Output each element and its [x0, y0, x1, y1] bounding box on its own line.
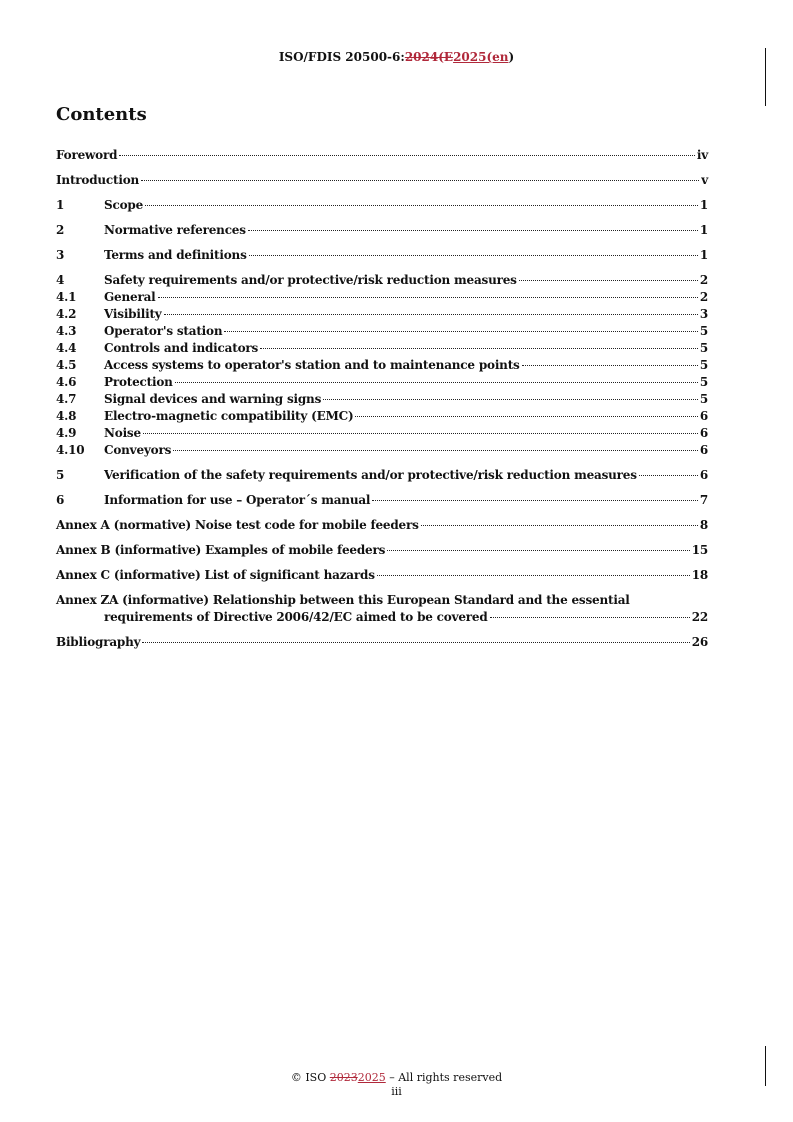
toc-page-number: 6 [699, 468, 708, 482]
toc-label: Terms and definitions [104, 248, 247, 262]
dot-leader [164, 314, 698, 315]
toc-number: 4.6 [56, 375, 77, 389]
toc-label: Annex C (informative) List of significant hazards [56, 568, 375, 582]
toc-entry-general[interactable] [56, 289, 708, 306]
dot-leader [323, 399, 698, 400]
header-deleted-text: 2024(E [404, 50, 454, 64]
toc-page-number: 6 [699, 443, 708, 457]
toc-page-number: 18 [691, 568, 708, 582]
dot-leader [224, 331, 697, 332]
copyright-deleted-year: 2023 [329, 1071, 358, 1084]
toc-label: Scope [104, 198, 144, 212]
toc-number: 4.8 [56, 409, 77, 423]
toc-label: Visibility [104, 307, 162, 321]
toc-label: Controls and indicators [104, 341, 259, 355]
toc-page-number: 6 [699, 409, 708, 423]
toc-entry-bibliography[interactable] [56, 634, 708, 651]
toc-entry-information-for-use[interactable] [56, 492, 708, 509]
toc-page-number: 22 [691, 610, 708, 624]
toc-entry-foreword[interactable] [56, 147, 708, 164]
document-footer [0, 1071, 793, 1099]
toc-label: Bibliography [56, 635, 141, 649]
toc-entry-signal-devices[interactable] [56, 391, 708, 408]
toc-entry-annex-za[interactable] [56, 592, 708, 626]
dot-leader [377, 575, 690, 576]
page-title: Contents [56, 104, 147, 125]
dot-leader [141, 180, 699, 181]
toc-label: Information for use – Operator´s manual [104, 493, 371, 507]
toc-label: Annex ZA (informative) Relationship between this European Standard and the essential [56, 593, 630, 607]
toc-entry-introduction[interactable] [56, 172, 708, 189]
dot-leader [355, 416, 697, 417]
toc-page-number: 5 [699, 341, 708, 355]
toc-number: 4.4 [56, 341, 77, 355]
toc-entry-controls-indicators[interactable] [56, 340, 708, 357]
toc-number: 4 [56, 273, 65, 287]
document-header [0, 50, 793, 64]
toc-page-number: v [701, 173, 708, 187]
dot-leader [490, 617, 690, 618]
toc-entry-access-systems[interactable] [56, 357, 708, 374]
header-prefix: ISO/FDIS 20500-6: [278, 50, 405, 64]
annex-za-line2 [56, 609, 708, 626]
toc-label: Signal devices and warning signs [104, 392, 322, 406]
dot-leader [522, 365, 698, 366]
header-suffix: ) [508, 50, 515, 64]
toc-label: Conveyors [104, 443, 172, 457]
toc-entry-safety-requirements[interactable] [56, 272, 708, 289]
toc-page-number: 26 [691, 635, 708, 649]
toc-label: Introduction [56, 173, 140, 187]
dot-leader [260, 348, 698, 349]
toc-entry-protection[interactable] [56, 374, 708, 391]
toc-entry-conveyors[interactable] [56, 442, 708, 459]
toc-number: 4.7 [56, 392, 77, 406]
dot-leader [249, 255, 698, 256]
dot-leader [145, 205, 698, 206]
copyright-suffix: – All rights reserved [385, 1071, 503, 1084]
annex-za-line1 [56, 592, 708, 609]
dot-leader [519, 280, 698, 281]
toc-number: 6 [56, 493, 65, 507]
toc-label: Normative references [104, 223, 246, 237]
toc-label: General [104, 290, 156, 304]
toc-number: 5 [56, 468, 65, 482]
dot-leader [175, 382, 698, 383]
toc-entry-terms-definitions[interactable] [56, 247, 708, 264]
toc-page-number: 2 [699, 290, 708, 304]
toc-label: Protection [104, 375, 173, 389]
toc-page-number: 15 [691, 543, 708, 557]
toc-page-number: 1 [699, 198, 708, 212]
copyright-line [0, 1071, 793, 1085]
dot-leader [639, 475, 698, 476]
toc-page-number: iv [696, 148, 708, 162]
toc-page-number: 5 [699, 324, 708, 338]
toc-label: Electro-magnetic compatibility (EMC) [104, 409, 354, 423]
toc-number: 4.3 [56, 324, 77, 338]
toc-page-number: 1 [699, 223, 708, 237]
toc-page-number: 6 [699, 426, 708, 440]
toc-number: 1 [56, 198, 65, 212]
toc-number: 4.1 [56, 290, 77, 304]
toc-page-number: 3 [699, 307, 708, 321]
header-inserted-text: 2025(en [453, 50, 509, 64]
toc-label: Verification of the safety requirements and/or protective/risk reduction measures [104, 468, 637, 482]
toc-page-number: 5 [699, 392, 708, 406]
dot-leader [387, 550, 690, 551]
toc-page-number: 8 [699, 518, 708, 532]
toc-entry-normative-references[interactable] [56, 222, 708, 239]
copyright-prefix: © ISO [290, 1071, 330, 1084]
dot-leader [421, 525, 698, 526]
toc-number: 4.10 [56, 443, 85, 457]
table-of-contents [56, 147, 708, 651]
dot-leader [248, 230, 698, 231]
toc-entry-verification[interactable] [56, 467, 708, 484]
toc-page-number: 7 [699, 493, 708, 507]
dot-leader [372, 500, 698, 501]
toc-label: Operator's station [104, 324, 223, 338]
toc-number: 2 [56, 223, 65, 237]
toc-page-number: 5 [699, 358, 708, 372]
toc-entry-operators-station[interactable] [56, 323, 708, 340]
dot-leader [143, 433, 698, 434]
toc-entry-annex-a[interactable] [56, 517, 708, 534]
dot-leader [158, 297, 698, 298]
page-number: iii [391, 1085, 402, 1098]
dot-leader [142, 642, 689, 643]
toc-number: 3 [56, 248, 65, 262]
change-bar-top [765, 48, 766, 106]
toc-entry-emc[interactable] [56, 408, 708, 425]
toc-label: Noise [104, 426, 141, 440]
toc-number: 4.9 [56, 426, 77, 440]
toc-number: 4.2 [56, 307, 77, 321]
toc-label: Access systems to operator's station and to maintenance points [104, 358, 520, 372]
toc-page-number: 5 [699, 375, 708, 389]
toc-label: Annex B (informative) Examples of mobile feeders [56, 543, 386, 557]
toc-label-continuation: requirements of Directive 2006/42/EC aimed to be covered [104, 610, 488, 624]
copyright-inserted-year: 2025 [357, 1071, 386, 1084]
dot-leader [173, 450, 698, 451]
toc-entry-visibility[interactable] [56, 306, 708, 323]
toc-label: Safety requirements and/or protective/risk reduction measures [104, 273, 517, 287]
toc-entry-annex-c[interactable] [56, 567, 708, 584]
toc-entry-noise[interactable] [56, 425, 708, 442]
toc-number: 4.5 [56, 358, 77, 372]
dot-leader [119, 155, 695, 156]
toc-entry-annex-b[interactable] [56, 542, 708, 559]
toc-page-number: 1 [699, 248, 708, 262]
toc-label: Annex A (normative) Noise test code for mobile feeders [56, 518, 419, 532]
toc-page-number: 2 [699, 273, 708, 287]
toc-entry-scope[interactable] [56, 197, 708, 214]
toc-label: Foreword [56, 148, 118, 162]
